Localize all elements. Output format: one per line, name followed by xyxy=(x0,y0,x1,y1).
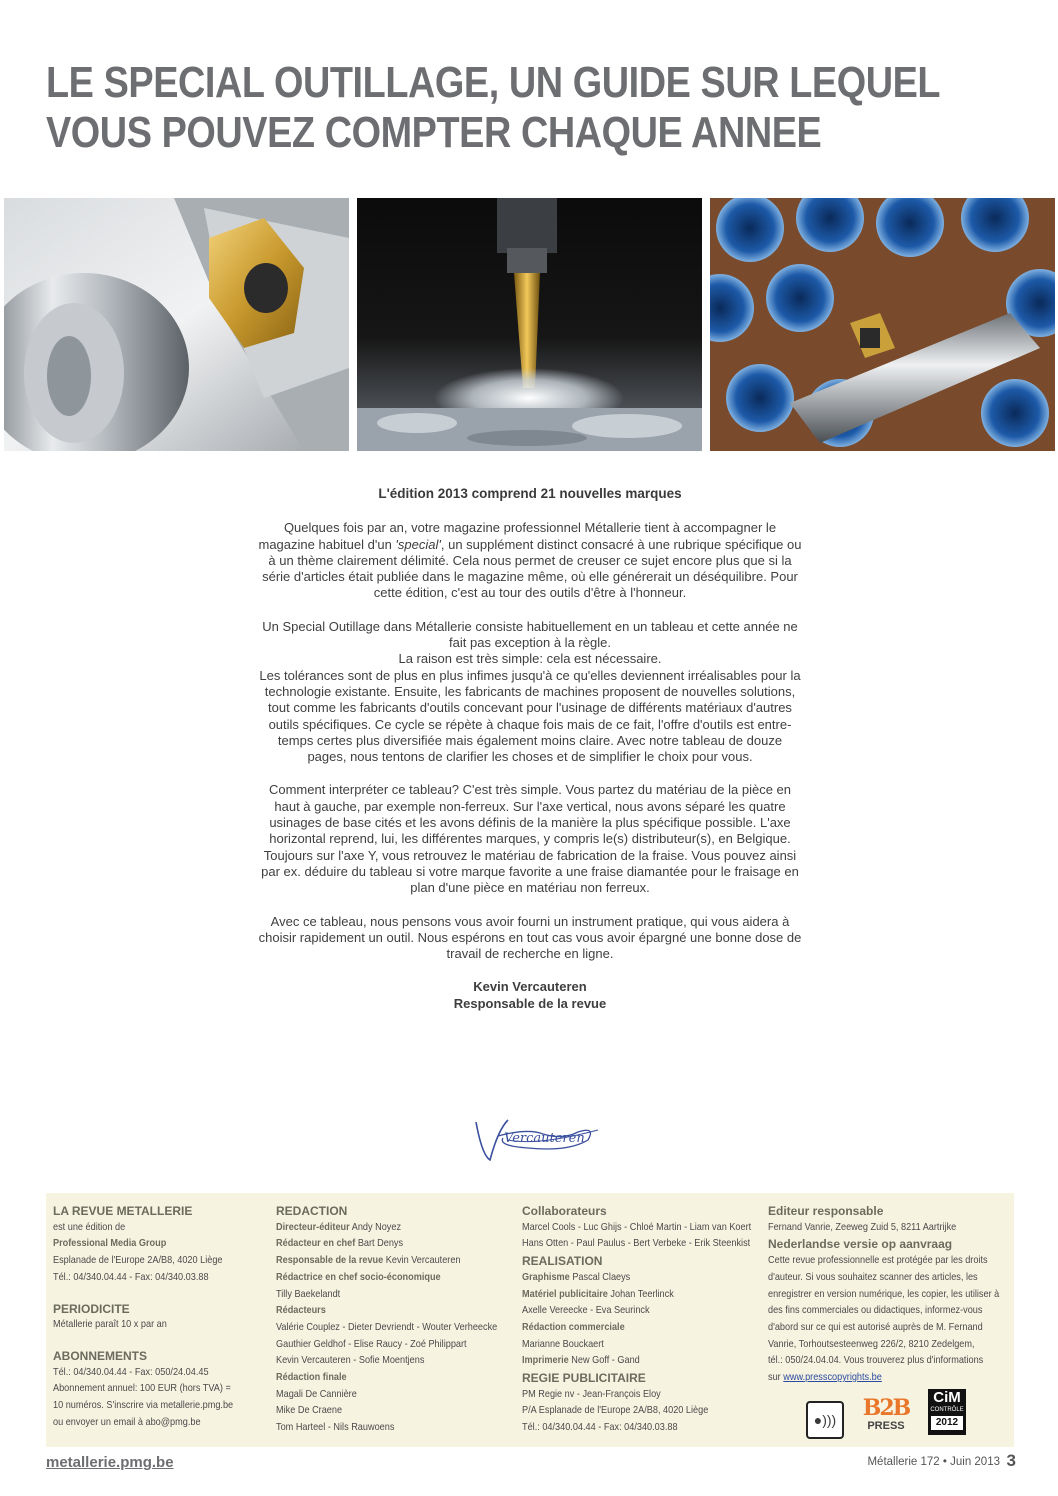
signature xyxy=(468,1100,608,1170)
colophon-publisher-responsible: Editeur responsable Fernand Vanrie, Zeeweg Zuid 5, 8211 Aartrijke Nederlandse versie op aanvraag Cette revue professionnelle est protégée par les droits d'auteur. Si vous souhaitez scanner des articles, les enregistrer en version numérique, les copier, les utiliser à des fins commerciales ou didactiques, informez-vous d'abord sur ce qui est autorisé auprès de M. Fernand Vanrie, Torhoutsesteenweg 226/2, 8210 Zedelgem, tél.: 050/24.04.04. Vous trouverez plus d'informations sur www.presscopyrights.be xyxy=(768,1203,1008,1387)
article-paragraph-4: Avec ce tableau, nous pensons vous avoir fourni un instrument pratique, qui vous aidera à choisir rapidement un outil. Nous espérons en tout cas vous avoir épargné une bonne dose de travail de recherche en ligne. xyxy=(258,913,802,962)
boring-tubes-photo xyxy=(710,198,1055,451)
colophon-heading: REALISATION xyxy=(522,1254,603,1269)
svg-text:Vercauteren: Vercauteren xyxy=(504,1131,585,1146)
article-paragraph-2: Un Special Outillage dans Métallerie consiste habituellement en un tableau et cette année ne fait pas exception à la règle. La raison est très simple: cela est nécessaire. Les tolérances sont de plus en plus infimes jusqu'à ce qu'elles deviennent irréalisables pour la technologie existante. Ensuite, les fabricants de machines proposent de nouvelles solutions, tout comme les fabricants d'outils concevant pour l'usinage de différents matériaux d'autres outils spécifiques. Ce cycle se répète à chaque fois mais de ce fait, l'offre d'outils est entre-temps certes plus diversifiée mais également moins claire. Avec notre tableau de douze pages, nous tentons de clarifier les choses et de simplifier le choix pour vous. xyxy=(259,618,801,765)
article xyxy=(258,486,802,1012)
article-paragraph-1: Quelques fois par an, votre magazine professionnel Métallerie tient à accompagner le magazine habituel d'un 'special', un supplément distinct consacré à une rubrique spécifique ou à un thème clairement délimité. Cela nous permet de creuser ce sujet encore plus que si la série d'articles était publiée dans le magazine même, où elle générerait un déséquilibre. Pour cette édition, c'est au tour des outils d'être à l'honneur. xyxy=(258,520,802,601)
colophon-heading: REGIE PUBLICITAIRE xyxy=(522,1371,646,1386)
colophon-heading: LA REVUE METALLERIE xyxy=(53,1204,193,1218)
title-line-1: LE SPECIAL OUTILLAGE, UN GUIDE SUR LEQUEL xyxy=(46,58,941,107)
colophon-publisher: LA REVUE METALLERIE est une édition de Professional Media Group Esplanade de l'Europe 2A/B8, 4020 Liège Tél.: 04/340.04.44 - Fax: 04/340.03.88 PERIODICITE Métallerie paraît 10 x par an ABONNEMENTS Tél.: 04/340.04.44 - Fax: 050/24.04.45 Abonnement annuel: 100 EUR (hors TVA) = 10 numéros. S'inscrire via metallerie.pmg.be ou envoyer un email à abo@pmg.be xyxy=(53,1203,268,1431)
page-title xyxy=(46,58,941,158)
issue-info: Métallerie 172 • Juin 2013 xyxy=(867,1456,1000,1468)
turning-insert-photo xyxy=(4,198,349,451)
colophon-heading: ABONNEMENTS xyxy=(53,1348,148,1363)
colophon xyxy=(46,1193,1014,1447)
b2b-press-logo: B2B PRESS xyxy=(862,1395,910,1432)
colophon-heading: Collaborateurs xyxy=(522,1204,607,1218)
colophon-heading: Editeur responsable xyxy=(768,1204,884,1218)
page-number: 3 xyxy=(1006,1451,1016,1470)
drilling-coolant-photo xyxy=(357,198,702,451)
colophon-redaction: REDACTION Directeur-éditeur Andy Noyez Rédacteur en chef Bart Denys Responsable de la revue Kevin Vercauteren Rédactrice en chef socio-économique Tilly Baekelandt Rédacteurs Valérie Couplez - Dieter Devriendt - Wouter Verheecke Gauthier Geldhof - Elise Raucy - Zoé Philippart Kevin Vercauteren - Sofie Moentjens Rédaction finale Magali De Cannière Mike De Craene Tom Harteel - Nils Rauwoens xyxy=(276,1203,516,1437)
colophon-heading: PERIODICITE xyxy=(53,1301,130,1316)
article-paragraph-3: Comment interpréter ce tableau? C'est très simple. Vous partez du matériau de la pièce en haut à gauche, par exemple non-ferreux. Sur l'axe vertical, nous avons séparé les quatre usinages de base cités et les avons définis de la manière la plus spécifique possible. L'axe horizontal reprend, lui, les différentes marques, y compris le(s) distributeur(s), en Belgique. Toujours sur l'axe Y, vous retrouvez le matériau de fabrication de la fraise. Vous pouvez ainsi par ex. déduire du tableau si votre marque favorite a une fraise diamantée pour le fraisage en plan d'une pièce en matériau non ferreux. xyxy=(261,782,799,896)
colophon-heading: Nederlandse versie op aanvraag xyxy=(768,1237,953,1252)
cim-logo: CiM CONTRÔLE 2012 xyxy=(928,1389,966,1435)
colophon-heading: REDACTION xyxy=(276,1204,348,1218)
presscopyrights-link[interactable]: www.presscopyrights.be xyxy=(783,1372,882,1384)
article-heading: L'édition 2013 comprend 21 nouvelles marques xyxy=(378,486,682,501)
author-role: Responsable de la revue xyxy=(453,995,607,1011)
colophon-collaborators: Collaborateurs Marcel Cools - Luc Ghijs - Chloé Martin - Liam van Koert Hans Otten - Paul Paulus - Bert Verbeke - Erik Steenkist REALISATION Graphisme Pascal Claeys Matériel publicitaire Johan Teerlinck Axelle Vereecke - Eva Seurinck Rédaction commerciale Marianne Bouckaert Imprimerie New Goff - Gand REGIE PUBLICITAIRE PM Regie nv - Jean-François Eloy P/A Esplanade de l'Europe 2A/B8, 4020 Liège Tél.: 04/340.04.44 - Fax: 04/340.03.88 xyxy=(522,1203,767,1437)
author-name: Kevin Vercauteren xyxy=(473,979,587,995)
title-line-2: VOUS POUVEZ COMPTER CHAQUE ANNEE xyxy=(46,108,822,157)
website-link[interactable]: metallerie.pmg.be xyxy=(46,1454,174,1471)
sound-logo-icon: ●))) xyxy=(806,1401,844,1439)
